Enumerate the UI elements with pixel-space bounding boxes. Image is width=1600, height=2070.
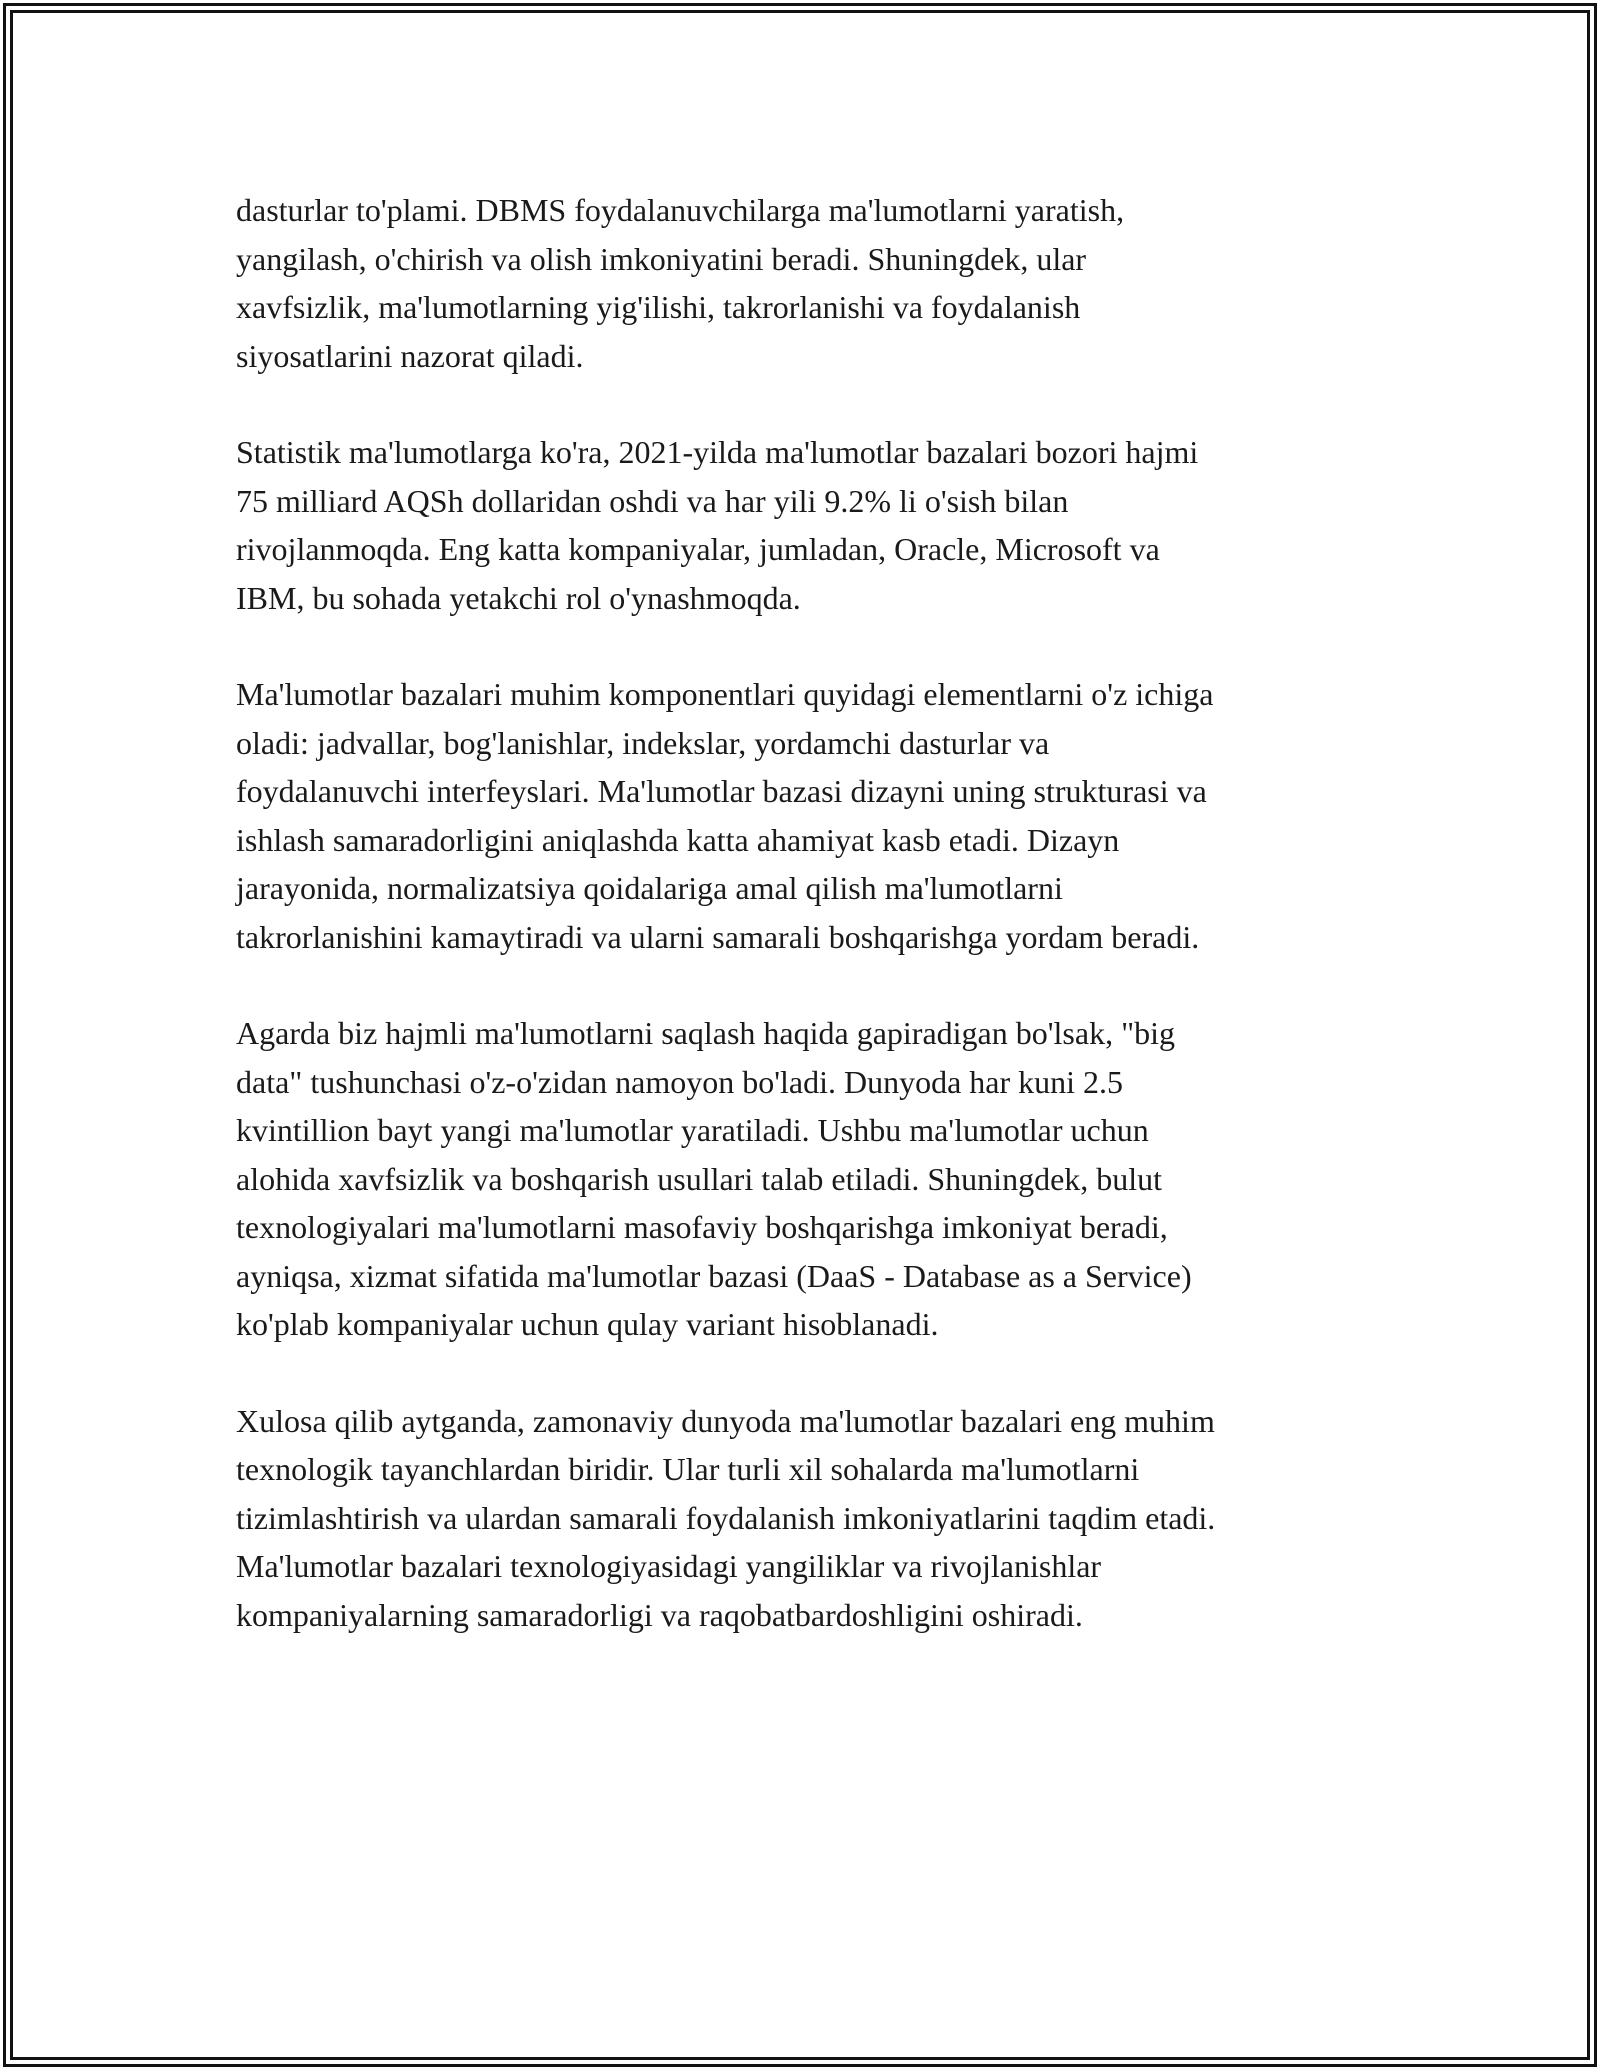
paragraph-conclusion: Xulosa qilib aytganda, zamonaviy dunyoda ma'lumotlar bazalari eng muhim texnologik tayanchlardan biridir. Ular turli xil sohalarda ma'lumotlarni tizimlashtirish va ulardan samarali foydalanish imkoniyatlarini taqdim etadi. Ma'lumotlar bazalari texnologiyasidagi yangiliklar va rivojlanishlar kompaniyalarning samaradorligi va raqobatbardoshligini oshiradi. — [236, 1402, 1216, 1633]
paragraph-components: Ma'lumotlar bazalari muhim komponentlari quyidagi elementlarni o'z ichiga oladi: jadvallar, bog'lanishlar, indekslar, yordamchi dasturlar va foydalanuvchi interfeyslari. Ma'lumotlar bazasi dizayni uning strukturasi va ishlash samaradorligini aniqlashda katta ahamiyat kasb etadi. Dizayn jarayonida, normalizatsiya qoidalariga amal qilish ma'lumotlarni takrorlanishini kamaytiradi va ularni samarali boshqarishga yordam beradi. — [236, 676, 1214, 955]
paragraph-market-statistics: Statistik ma'lumotlarga ko'ra, 2021-yilda ma'lumotlar bazalari bozori hajmi 75 milliard AQSh dollaridan oshdi va har yili 9.2% li o'sish bilan rivojlanmoqda. Eng katta kompaniyalar, jumladan, Oracle, Microsoft va IBM, bu sohada yetakchi rol o'ynashmoqda. — [236, 434, 1199, 616]
document-body — [236, 186, 1376, 1687]
paragraph-dbms-intro: dasturlar to'plami. DBMS foydalanuvchilarga ma'lumotlarni yaratish, yangilash, o'chirish va olish imkoniyatini beradi. Shuningdek, ular xavfsizlik, ma'lumotlarning yig'ilishi, takrorlanishi va foydalanish siyosatlarini nazorat qiladi. — [236, 192, 1125, 374]
paragraph-big-data: Agarda biz hajmli ma'lumotlarni saqlash haqida gapiradigan bo'lsak, "big data" tushunchasi o'z-o'zidan namoyon bo'ladi. Dunyoda har kuni 2.5 kvintillion bayt yangi ma'lumotlar yaratiladi. Ushbu ma'lumotlar uchun alohida xavfsizlik va boshqarish usullari talab etiladi. Shuningdek, bulut texnologiyalari ma'lumotlarni masofaviy boshqarishga imkoniyat beradi, ayniqsa, xizmat sifatida ma'lumotlar bazasi (DaaS - Database as a Service) ko'plab kompaniyalar uchun qulay variant hisoblanadi. — [236, 1015, 1192, 1342]
